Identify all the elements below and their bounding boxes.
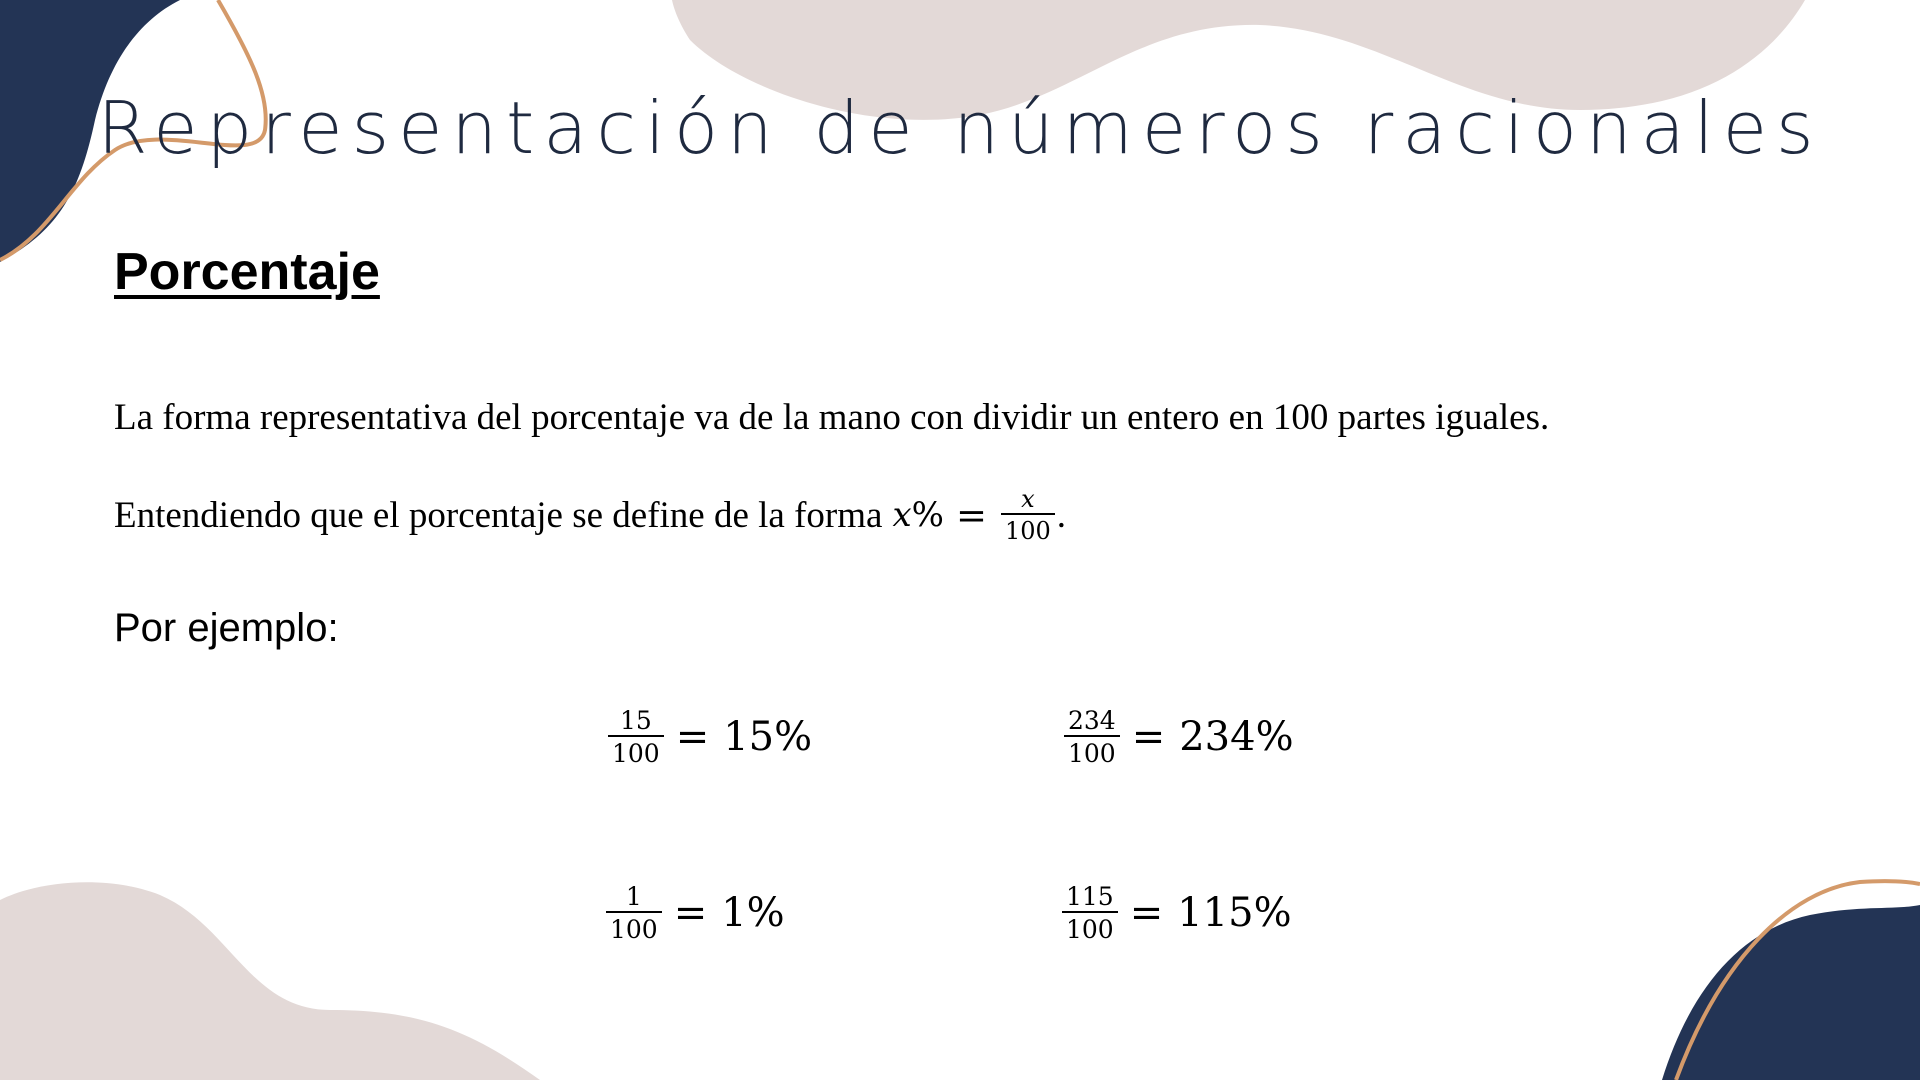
formula-percent: % [911, 495, 944, 535]
equation-result: 15% [723, 714, 813, 760]
section-heading: Porcentaje [114, 243, 380, 301]
paragraph-definition: La forma representativa del porcentaje va de la mano con dividir un entero en 100 partes iguales. [114, 397, 1550, 438]
equation-numerator: 115 [1066, 882, 1114, 911]
equation-result: 234% [1179, 714, 1294, 760]
equation-denominator: 100 [608, 735, 664, 768]
equation-equals: = [1131, 714, 1166, 760]
formula-fraction [1001, 485, 1055, 545]
equation-equals: = [1129, 890, 1164, 936]
equation-fraction [1064, 706, 1120, 768]
example-equation [1062, 882, 1292, 944]
equation-fraction [608, 706, 664, 768]
paragraph-formula-text: Entendiendo que el porcentaje se define de la forma [114, 494, 883, 536]
equation-numerator: 234 [1068, 706, 1116, 735]
example-equation [606, 882, 785, 944]
equation-result: 1% [721, 890, 785, 936]
equation-fraction [1062, 882, 1118, 944]
equation-equals: = [675, 714, 710, 760]
paragraph-formula [114, 485, 1066, 545]
formula-equals: = [955, 493, 987, 537]
equation-denominator: 100 [606, 911, 662, 944]
equation-numerator: 1 [625, 882, 642, 911]
equation-numerator: 15 [619, 706, 652, 735]
equation-denominator: 100 [1064, 735, 1120, 768]
formula-variable: x [892, 495, 912, 535]
example-equation [1064, 706, 1294, 768]
formula-period: . [1056, 494, 1067, 536]
example-label: Por ejemplo: [114, 606, 339, 650]
formula-fraction-numerator: x [1021, 485, 1035, 513]
example-equation [608, 706, 812, 768]
bottom-right-navy-blob [1662, 905, 1920, 1080]
equation-denominator: 100 [1062, 911, 1118, 944]
formula-fraction-denominator: 100 [1001, 513, 1055, 545]
equation-fraction [606, 882, 662, 944]
equation-result: 115% [1177, 890, 1292, 936]
equation-equals: = [673, 890, 708, 936]
slide-title: Representación de números racionales [97, 86, 1823, 170]
bottom-left-beige-blob [0, 882, 540, 1080]
